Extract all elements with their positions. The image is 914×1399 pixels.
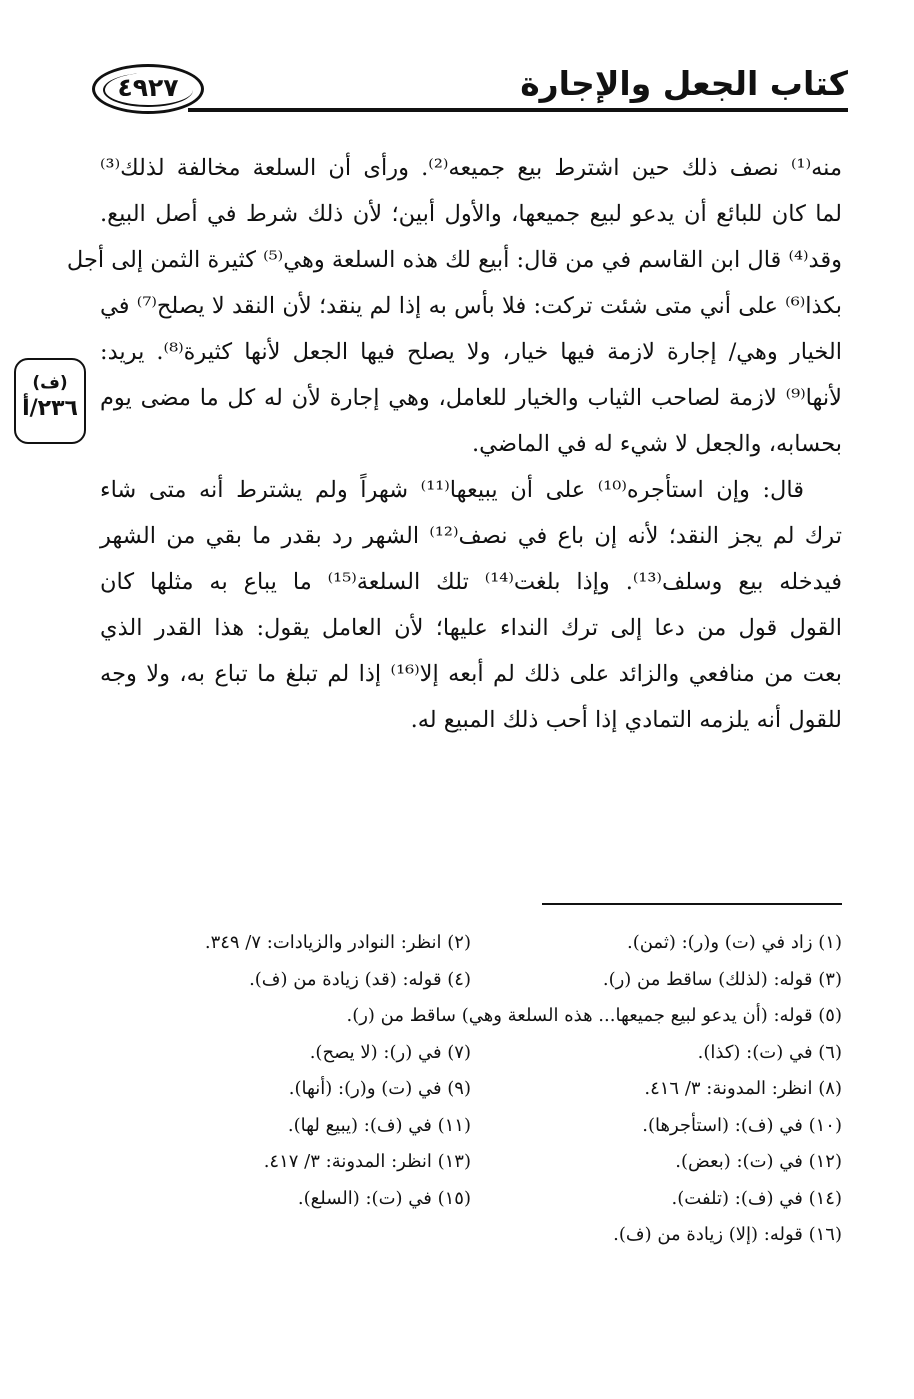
paragraph-1 <box>66 145 842 467</box>
footnote-5: (٥) قوله: (أن يدعو لبيع جميعها... هذه السلعة وهي) ساقط من (ر). <box>346 1005 842 1026</box>
text-line: الخيار وهي/ إجارة لازمة فيها خيار، ولا يصلح فيها الجعل لأنها كثيرة⁽⁸⁾. يريد: <box>100 339 842 365</box>
header-rule <box>188 108 848 112</box>
footnote-row <box>100 1181 842 1218</box>
footnote-row <box>100 998 842 1035</box>
footnote-8: (٨) انظر: المدونة: ٣/ ٤١٦. <box>644 1078 842 1099</box>
footnote-7: (٧) في (ر): (لا يصح). <box>309 1041 471 1063</box>
text-line: القول قول من دعا إلى ترك النداء عليها؛ لأن العامل يقول: هذا القدر الذي <box>100 615 842 641</box>
footnote-row <box>100 1071 842 1108</box>
footnote-10: (١٠) في (ف): (استأجرها). <box>642 1114 842 1136</box>
footnote-row <box>100 1108 842 1145</box>
footnote-row <box>100 925 842 962</box>
footnote-row <box>100 1144 842 1181</box>
text-line: لما كان للبائع أن يدعو لبيع جميعها، والأول أبين؛ لأن ذلك شرط في أصل البيع. <box>100 201 842 227</box>
footnote-row <box>100 1217 842 1254</box>
footnote-6: (٦) في (ت): (كذا). <box>697 1041 842 1063</box>
footnote-9: (٩) في (ت) و(ر): (أنها). <box>288 1078 471 1099</box>
text-line: للقول أنه يلزمه التمادي إذا أحب ذلك المبيع له. <box>410 707 842 733</box>
footnote-11: (١١) في (ف): (يبيع لها). <box>287 1114 471 1136</box>
page-number-oval <box>92 64 204 114</box>
text-line: لأنها⁽⁹⁾ لازمة لصاحب الثياب والخيار للعامل، وهي إجارة لأن له كل ما مضى يوم <box>100 385 842 411</box>
text-line: ترك لم يجز النقد؛ لأنه إن باع في نصف⁽¹²⁾ الشهر رد بقدر ما بقي من الشهر <box>100 523 842 549</box>
footnote-separator <box>542 903 842 905</box>
page-number: ٤٩٢٧ <box>117 73 179 102</box>
text-line: بكذا⁽⁶⁾ على أني متى شئت تركت: فلا بأس به إذا لم ينقد؛ لأن النقد لا يصلح⁽⁷⁾ في <box>100 293 842 319</box>
footnote-2: (٢) انظر: النوادر والزيادات: ٧/ ٣٤٩. <box>204 932 471 953</box>
footnote-row <box>100 1035 842 1072</box>
manuscript-ref-folio: ٢٣٦/أ <box>22 396 78 421</box>
footnote-4: (٤) قوله: (قد) زيادة من (ف). <box>249 968 471 990</box>
text-line: وقد⁽⁴⁾ قال ابن القاسم في من قال: أبيع لك هذه السلعة وهي⁽⁵⁾ كثيرة الثمن إلى أجل <box>66 247 842 273</box>
paragraph-2 <box>100 467 842 743</box>
footnote-12: (١٢) في (ت): (بعض). <box>675 1151 842 1172</box>
manuscript-ref-label: (ف) <box>32 373 68 393</box>
footnote-14: (١٤) في (ف): (تلفت). <box>671 1187 842 1209</box>
main-text <box>66 145 843 743</box>
footnote-row <box>100 962 842 999</box>
text-line: فيدخله بيع وسلف⁽¹³⁾. وإذا بلغت⁽¹⁴⁾ تلك السلعة⁽¹⁵⁾ ما يباع به مثلها كان <box>100 569 842 595</box>
text-line: قال: وإن استأجره⁽¹⁰⁾ على أن يبيعها⁽¹¹⁾ شهراً ولم يشترط أنه متى شاء <box>100 477 804 503</box>
page-header <box>88 58 848 120</box>
footnote-15: (١٥) في (ت): (السلع). <box>297 1187 471 1209</box>
text-line: منه⁽¹⁾ نصف ذلك حين اشترط بيع جميعه⁽²⁾. ورأى أن السلعة مخالفة لذلك⁽³⁾ <box>100 155 842 181</box>
text-line: بعت من منافعي والزائد على ذلك لم أبعه إلا⁽¹⁶⁾ إذا لم تبلغ ما تباع به، ولا وجه <box>100 661 843 687</box>
footnote-13: (١٣) انظر: المدونة: ٣/ ٤١٧. <box>263 1151 471 1172</box>
footnote-16: (١٦) قوله: (إلا) زيادة من (ف). <box>613 1224 842 1245</box>
footnote-3: (٣) قوله: (لذلك) ساقط من (ر). <box>602 968 842 990</box>
text-line: بحسابه، والجعل لا شيء له في الماضي. <box>471 431 842 457</box>
manuscript-ref-box <box>14 358 86 444</box>
footnotes <box>100 925 842 1254</box>
book-title: كتاب الجعل والإجارة <box>520 64 848 103</box>
footnote-1: (١) زاد في (ت) و(ر): (ثمن). <box>626 932 842 953</box>
